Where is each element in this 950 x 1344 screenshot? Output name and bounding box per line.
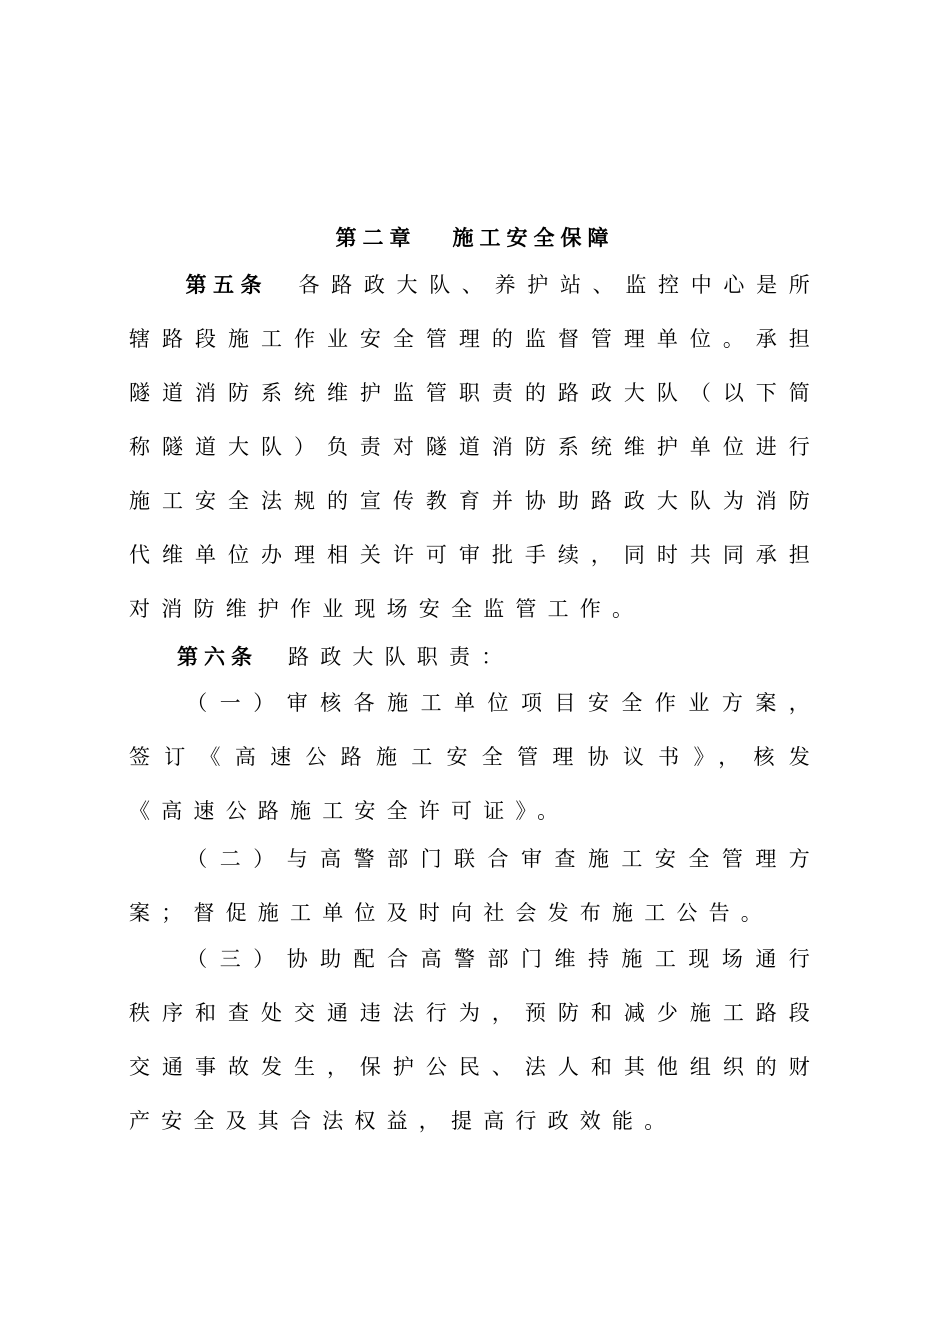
article-5-text: 各路政大队、养护站、监控中心是所辖路段施工作业安全管理的监督管理单位。承担隧道消防系统维护监管职责的路政大队（以下简称隧道大队）负责对隧道消防系统维护单位进行施工安全法规的宣传教育并协助路政大队为消防代维单位办理相关许可审批手续，同时共同承担对消防维护作业现场安全监管工作。 <box>129 273 822 621</box>
item-2-paragraph <box>129 832 821 940</box>
item-3-paragraph <box>129 932 821 1148</box>
chapter-number: 第二章 <box>335 225 417 250</box>
article-5-paragraph <box>129 258 821 636</box>
chapter-title: 施工安全保障 <box>452 225 615 250</box>
chapter-heading <box>0 222 950 254</box>
item-3-text: （三）协助配合高警部门维持施工现场通行秩序和查处交通违法行为，预防和减少施工路段交通事故发生，保护公民、法人和其他组织的财产安全及其合法权益，提高行政效能。 <box>129 947 821 1133</box>
article-6-label: 第六条 <box>177 644 258 669</box>
article-6-text: 路政大队职责： <box>288 645 514 669</box>
item-1-text: （一）审核各施工单位项目安全作业方案，签订《高速公路施工安全管理协议书》，核发《高速公路施工安全许可证》。 <box>129 691 821 823</box>
item-1-paragraph <box>129 676 821 838</box>
item-2-text: （二）与高警部门联合审查施工安全管理方案；督促施工单位及时向社会发布施工公告。 <box>129 847 821 925</box>
article-5-label: 第五条 <box>185 272 268 297</box>
